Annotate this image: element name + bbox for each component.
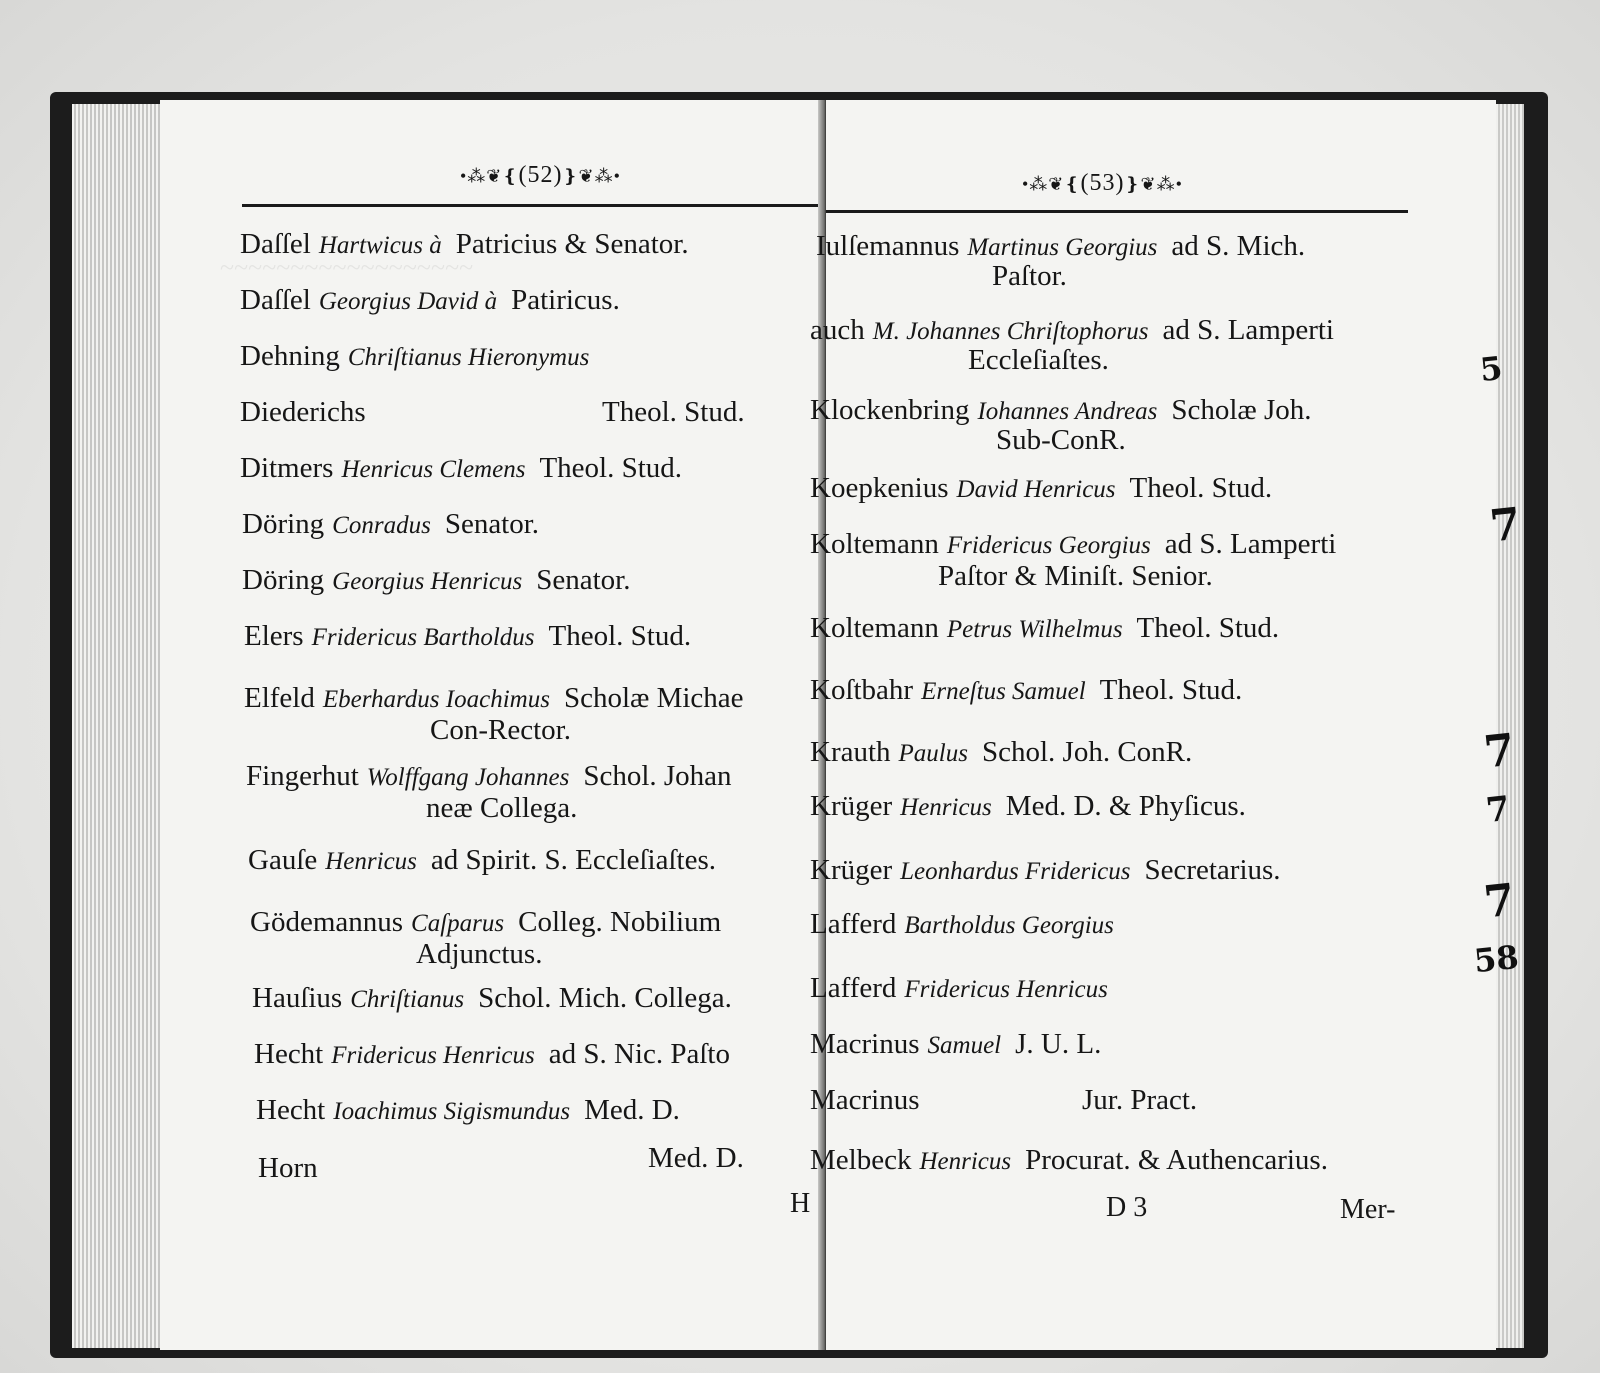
surname: auch xyxy=(810,314,865,346)
entry xyxy=(254,1038,730,1072)
title: Schol. Joh. ConR. xyxy=(981,736,1193,768)
surname: Krüger xyxy=(810,854,893,886)
margin-annotation: 7 xyxy=(1487,498,1524,553)
surname: Krüger xyxy=(810,790,893,822)
surname: Fingerhut xyxy=(246,760,359,792)
given-name: Caſparus xyxy=(411,910,505,937)
margin-annotation: 7 xyxy=(1481,724,1518,779)
entry xyxy=(810,1144,1328,1178)
given-name: Henricus xyxy=(325,848,417,875)
left-page-header: •⁂❦❴(52)❵❦⁂• xyxy=(460,162,621,188)
title: Patiricus. xyxy=(511,284,620,316)
catchword: H xyxy=(790,1188,811,1219)
title: Senator. xyxy=(444,508,540,540)
header-rule xyxy=(242,204,822,207)
entry xyxy=(240,340,597,374)
entry xyxy=(240,396,760,428)
title: Theol. Stud. xyxy=(1136,612,1280,644)
margin-annotation: 7 xyxy=(1481,874,1518,929)
surname: Horn xyxy=(258,1152,318,1184)
given-name: Iohannes Andreas xyxy=(977,398,1158,425)
title: Secretarius. xyxy=(1144,854,1281,886)
page-number-53: 53 xyxy=(1089,170,1116,196)
title: Schol. Johan xyxy=(583,760,732,792)
given-name: Paulus xyxy=(898,740,968,767)
surname: Hauſius xyxy=(252,982,343,1014)
title-continuation: Sub-ConR. xyxy=(996,424,1126,456)
ornament-left: •⁂❦❴ xyxy=(1022,174,1081,194)
surname: Daſſel xyxy=(240,228,311,260)
right-page xyxy=(810,100,1496,1350)
surname: Klockenbring xyxy=(810,394,970,426)
surname: Gödemannus xyxy=(250,906,404,938)
title-continuation: Paſtor. xyxy=(992,260,1067,292)
given-name: Fridericus Bartholdus xyxy=(311,624,535,651)
title-continuation: Con-Rector. xyxy=(430,714,571,746)
ornament-right: ❵❦⁂• xyxy=(1124,174,1183,194)
given-name: Henricus xyxy=(919,1148,1012,1175)
entry xyxy=(248,844,716,878)
entry xyxy=(810,612,1279,646)
ornament-left: •⁂❦❴ xyxy=(460,166,519,186)
surname: Koſtbahr xyxy=(810,674,914,706)
given-name: Ioachimus Sigismundus xyxy=(333,1098,571,1125)
entry xyxy=(810,674,1242,708)
title-continuation: Paſtor & Miniſt. Senior. xyxy=(938,560,1213,592)
title: ad S. Mich. xyxy=(1171,230,1306,262)
title: ad S. Lamperti xyxy=(1164,528,1337,560)
entry xyxy=(810,394,1312,456)
entry xyxy=(810,908,1122,942)
given-name: Georgius David à xyxy=(318,288,498,315)
right-page-header: •⁂❦❴(53)❵❦⁂• xyxy=(1022,170,1183,196)
surname: Elfeld xyxy=(244,682,315,714)
given-name: Chriſtianus Hieronymus xyxy=(347,344,590,371)
surname: Koepkenius xyxy=(810,472,949,504)
given-name: Conradus xyxy=(332,512,431,539)
title: Scholæ Joh. xyxy=(1171,394,1312,426)
given-name: Bartholdus Georgius xyxy=(904,912,1114,939)
margin-annotation: 58 xyxy=(1472,937,1521,981)
title: Theol. Stud. xyxy=(548,620,692,652)
surname: Iulſemannus xyxy=(816,230,960,262)
entry xyxy=(258,1142,778,1184)
entry xyxy=(810,1028,1101,1062)
show-through-text: ~~~~~~~~~~~~~~~~~~ xyxy=(220,253,474,282)
signature-mark: D 3 xyxy=(1106,1192,1148,1223)
entry xyxy=(240,452,682,486)
entry xyxy=(810,790,1246,824)
margin-annotation: 7 xyxy=(1483,788,1512,832)
surname: Elers xyxy=(244,620,304,652)
entry xyxy=(810,736,1192,770)
surname: Koltemann xyxy=(810,612,939,644)
title-continuation: neæ Collega. xyxy=(426,792,578,824)
given-name: Erneſtus Samuel xyxy=(921,678,1086,705)
page-number-52: 52 xyxy=(527,162,554,188)
surname: Lafferd xyxy=(810,908,897,940)
entry xyxy=(810,972,1116,1006)
given-name: Petrus Wilhelmus xyxy=(946,616,1123,643)
surname: Gauſe xyxy=(248,844,318,876)
ornament-right: ❵❦⁂• xyxy=(562,166,621,186)
entry xyxy=(250,906,722,970)
catchword: Mer- xyxy=(1340,1194,1396,1225)
given-name: Henricus Clemens xyxy=(341,456,526,483)
surname: Krauth xyxy=(810,736,891,768)
entry xyxy=(244,620,691,654)
title: Procurat. & Authencarius. xyxy=(1025,1144,1328,1176)
entry xyxy=(252,982,732,1016)
entry xyxy=(246,760,732,824)
given-name: Chriſtianus xyxy=(350,986,465,1013)
surname: Ditmers xyxy=(240,452,334,484)
entry xyxy=(256,1094,680,1128)
title: Jur. Pract. xyxy=(1082,1084,1198,1116)
surname: Daſſel xyxy=(240,284,311,316)
given-name: Samuel xyxy=(927,1032,1002,1059)
surname: Hecht xyxy=(254,1038,324,1070)
entry xyxy=(810,472,1272,506)
title: ad S. Lamperti xyxy=(1162,314,1334,346)
title: Med. D. xyxy=(584,1094,680,1126)
surname: Lafferd xyxy=(810,972,897,1004)
surname: Melbeck xyxy=(810,1144,912,1176)
entry xyxy=(810,854,1281,888)
title: Colleg. Nobilium xyxy=(518,906,722,938)
entry xyxy=(242,508,539,542)
given-name: Fridericus Georgius xyxy=(946,532,1151,559)
title: Med. D. & Phyſicus. xyxy=(1005,790,1246,822)
title: Senator. xyxy=(536,564,631,596)
given-name: Eberhardus Ioachimus xyxy=(322,686,550,713)
given-name: M. Johannes Chriſtophorus xyxy=(872,318,1149,345)
surname: Döring xyxy=(242,564,325,596)
given-name: Georgius Henricus xyxy=(332,568,523,595)
entry xyxy=(816,230,1306,292)
surname: Macrinus xyxy=(810,1028,920,1060)
entry xyxy=(810,1084,1330,1116)
title: Theol. Stud. xyxy=(1129,472,1273,504)
given-name: Martinus Georgius xyxy=(967,234,1158,261)
given-name: Henricus xyxy=(900,794,992,821)
surname: Dehning xyxy=(240,340,340,372)
title: Patricius & Senator. xyxy=(455,228,689,260)
title-continuation: Adjunctus. xyxy=(416,938,543,970)
surname: Döring xyxy=(242,508,325,540)
title: Scholæ Michae xyxy=(563,682,744,714)
given-name: Hartwicus à xyxy=(318,232,442,259)
given-name: Leonhardus Fridericus xyxy=(900,858,1131,885)
entry xyxy=(810,314,1334,376)
title: Schol. Mich. Collega. xyxy=(478,982,732,1014)
entry xyxy=(242,564,630,598)
given-name: David Henricus xyxy=(956,476,1116,503)
entry xyxy=(240,228,689,262)
surname: Diederichs xyxy=(240,396,366,428)
left-page-edges xyxy=(72,104,164,1348)
title: Theol. Stud. xyxy=(539,452,683,484)
title: Med. D. xyxy=(648,1142,744,1174)
title: Theol. Stud. xyxy=(602,396,745,428)
surname: Macrinus xyxy=(810,1084,920,1116)
title-continuation: Eccleſiaſtes. xyxy=(968,344,1109,376)
margin-annotation: 5 xyxy=(1478,348,1505,390)
given-name: Fridericus Henricus xyxy=(331,1042,535,1069)
surname: Koltemann xyxy=(810,528,939,560)
given-name: Wolffgang Johannes xyxy=(366,764,570,791)
title: ad S. Nic. Paſto xyxy=(548,1038,730,1070)
title: Theol. Stud. xyxy=(1099,674,1243,706)
given-name: Fridericus Henricus xyxy=(904,976,1108,1003)
entry xyxy=(810,528,1337,592)
surname: Hecht xyxy=(256,1094,326,1126)
entry xyxy=(244,682,744,746)
entry xyxy=(240,284,620,318)
title: J. U. L. xyxy=(1015,1028,1102,1060)
header-rule xyxy=(826,210,1408,213)
title: ad Spirit. S. Eccleſiaſtes. xyxy=(430,844,717,876)
left-page xyxy=(160,100,824,1350)
